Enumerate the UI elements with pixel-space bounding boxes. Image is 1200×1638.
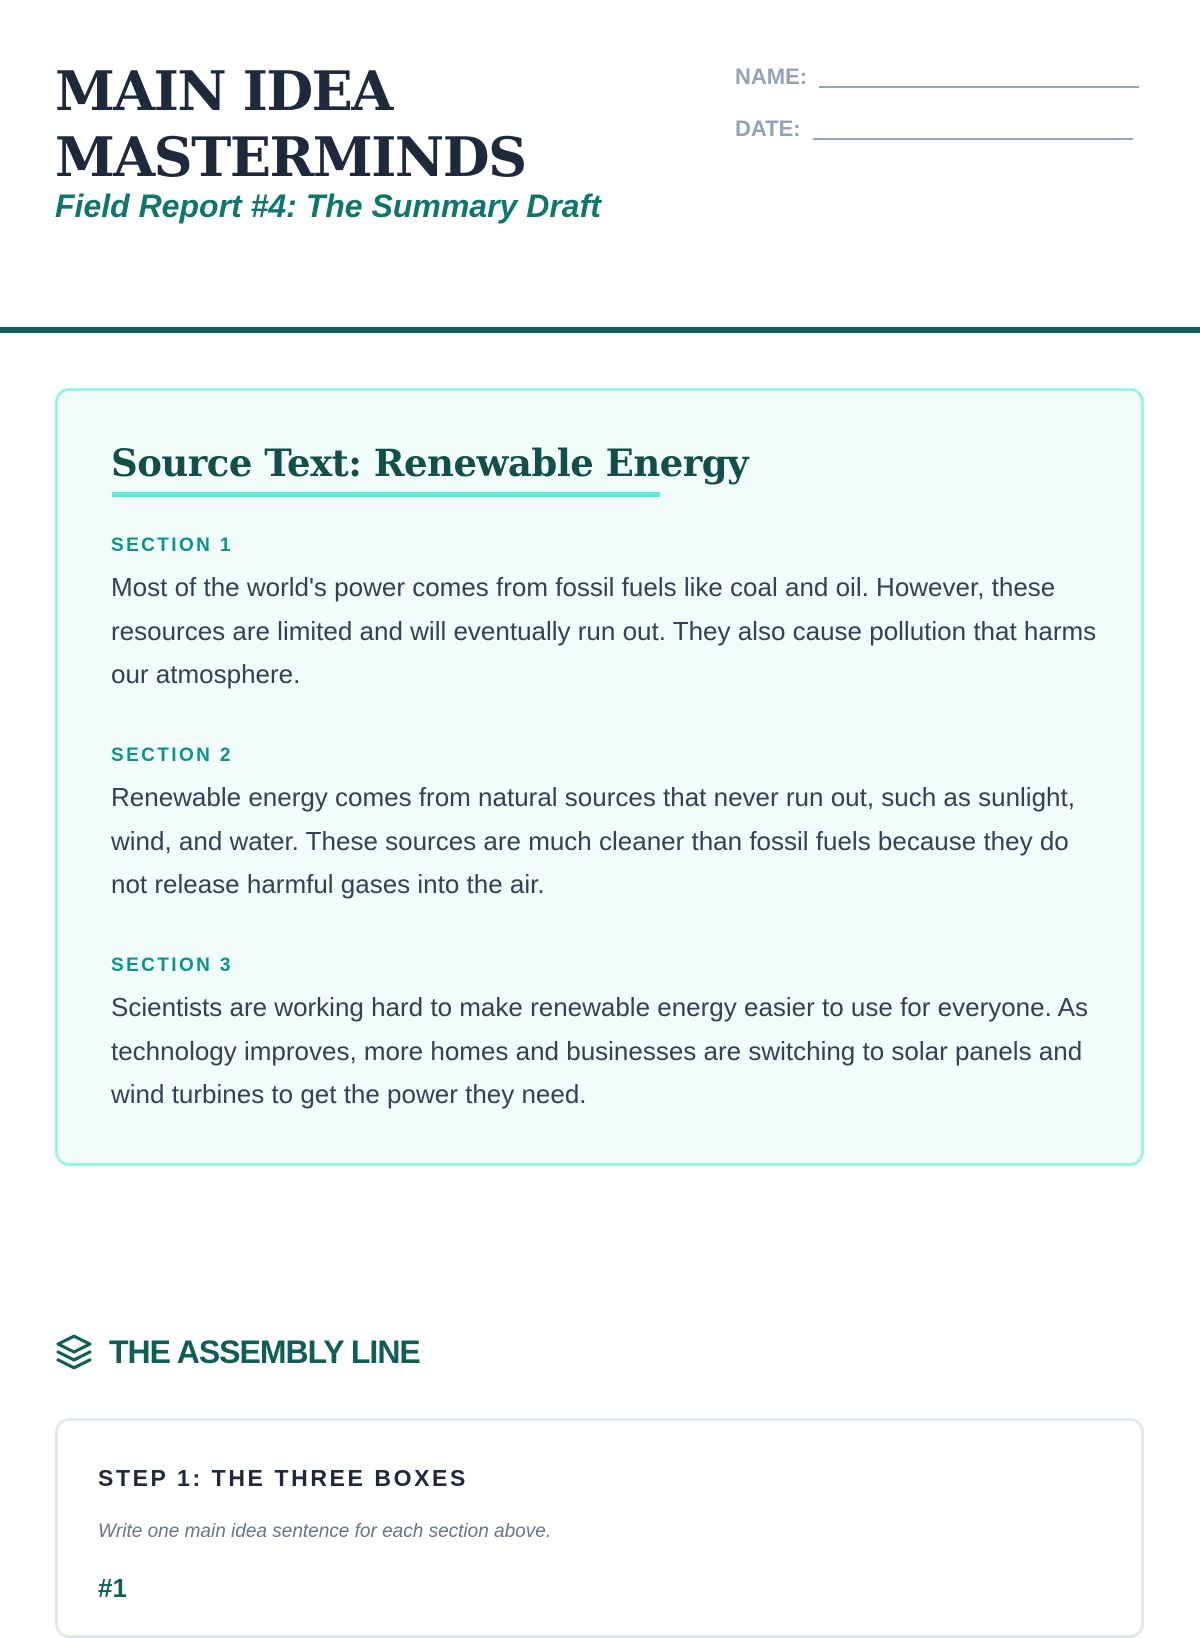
source-title: Source Text: Renewable Energy: [111, 441, 749, 485]
step-1-instruction: Write one main idea sentence for each section above.: [98, 1521, 552, 1542]
date-label: DATE:: [735, 116, 801, 141]
worksheet-title: [55, 58, 615, 190]
name-label: NAME:: [735, 64, 808, 89]
section-1-label: SECTION 1: [111, 535, 233, 556]
worksheet-subtitle: Field Report #4: The Summary Draft: [55, 188, 601, 224]
date-field[interactable]: [735, 112, 1133, 142]
step-1-card: [55, 1418, 1144, 1638]
source-title-underline: [112, 492, 660, 497]
header-divider: [0, 327, 1200, 333]
source-text-box: [55, 388, 1144, 1166]
section-2-label: SECTION 2: [111, 745, 233, 766]
name-blank-line[interactable]: [819, 86, 1139, 88]
title-line-2: MASTERMINDS: [55, 125, 526, 189]
date-blank-line[interactable]: [813, 138, 1133, 140]
item-number-1: #1: [98, 1573, 127, 1603]
layers-icon: [55, 1333, 93, 1371]
section-2-text: Renewable energy comes from natural sources that never run out, such as sunlight, wind, and water. These sources are much cleaner than fossil fuels because they do not release harmful gases into the air.: [111, 782, 1075, 899]
assembly-line-heading: [55, 1333, 420, 1371]
step-1-title: STEP 1: THE THREE BOXES: [98, 1465, 468, 1491]
assembly-line-title: THE ASSEMBLY LINE: [109, 1333, 420, 1370]
title-line-1: MAIN IDEA: [55, 59, 392, 123]
section-3-text: Scientists are working hard to make renewable energy easier to use for everyone. As technology improves, more homes and businesses are switching to solar panels and wind turbines to get the power they need.: [111, 992, 1088, 1109]
name-field[interactable]: [735, 60, 1139, 90]
worksheet-header: [0, 0, 1200, 330]
section-1-text: Most of the world's power comes from fossil fuels like coal and oil. However, these resources are limited and will eventually run out. They also cause pollution that harms our atmosphere.: [111, 572, 1097, 689]
section-3-label: SECTION 3: [111, 955, 233, 976]
